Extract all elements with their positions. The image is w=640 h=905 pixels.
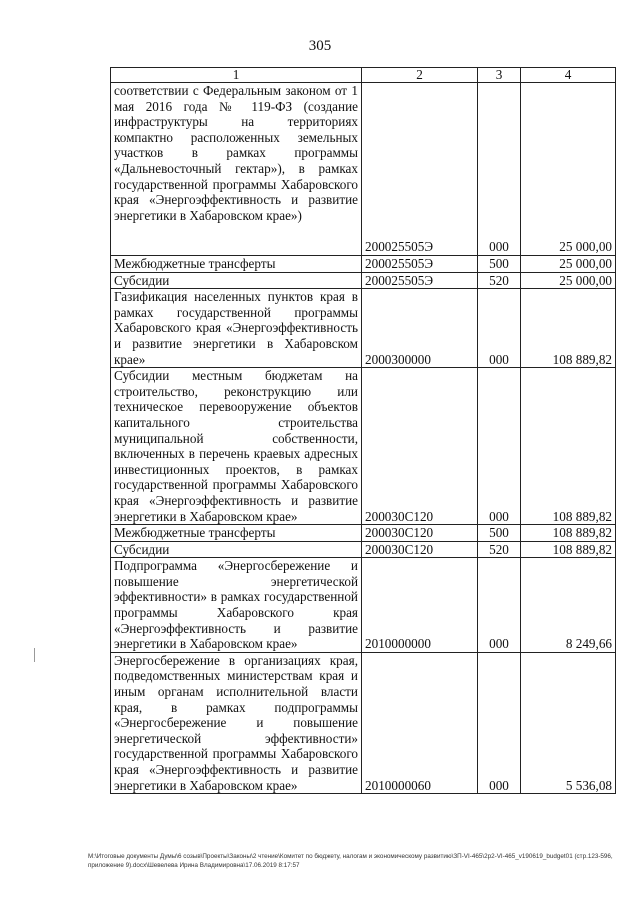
row-amount: 25 000,00 [521, 83, 616, 256]
row-amount: 108 889,82 [521, 289, 616, 368]
table-row [111, 368, 616, 525]
row-amount: 5 536,08 [521, 652, 616, 793]
row-description: Межбюджетные трансферты [111, 256, 362, 273]
row-description: Межбюджетные трансферты [111, 525, 362, 542]
table-row [111, 652, 616, 793]
row-expense-type: 000 [478, 368, 521, 525]
row-expense-type: 000 [478, 83, 521, 256]
row-expense-type: 000 [478, 652, 521, 793]
row-description: Газификация населенных пунктов края в рамках государственной программы Хабаровского края «Энергоэффективность и развитие энергетики в Хабаровском крае» [111, 289, 362, 368]
row-expense-type: 520 [478, 272, 521, 289]
column-header-2: 2 [362, 68, 478, 83]
row-target-code: 200025505Э [362, 256, 478, 273]
row-amount: 25 000,00 [521, 256, 616, 273]
row-expense-type: 000 [478, 558, 521, 653]
row-description: Подпрограмма «Энергосбережение и повышение энергетической эффективности» в рамках государственной программы Хабаровского края «Энергоэффективность и развитие энергетики в Хабаровском крае» [111, 558, 362, 653]
row-description: соответствии с Федеральным законом от 1 мая 2016 года № 119-ФЗ (создание инфраструктуры на территориях компактно расположенных земельных участков в рамках программы «Дальневосточный гектар»), в рамках государственной программы Хабаровского края «Энергоэффективность и развитие энергетики в Хабаровском крае») [111, 83, 362, 256]
budget-table [110, 67, 616, 794]
row-target-code: 2010000060 [362, 652, 478, 793]
row-expense-type: 500 [478, 256, 521, 273]
scan-artifact-mark [34, 648, 35, 662]
row-target-code: 2010000000 [362, 558, 478, 653]
table-row [111, 256, 616, 273]
column-header-4: 4 [521, 68, 616, 83]
row-target-code: 200030С120 [362, 368, 478, 525]
table-row [111, 541, 616, 558]
row-expense-type: 520 [478, 541, 521, 558]
row-target-code: 200030С120 [362, 525, 478, 542]
table-row [111, 558, 616, 653]
row-description: Субсидии [111, 541, 362, 558]
row-amount: 108 889,82 [521, 541, 616, 558]
row-amount: 108 889,82 [521, 368, 616, 525]
table-header-row [111, 68, 616, 83]
file-path-footer: М:\Итоговые документы Думы\6 созыв\Проекты\Законы\2 чтение\Комитет по бюджету, налогам и экономическому развитию\ЗП-VI-465\2р2-VI-465_v190619_budget01 (стр.123-596, приложение 9).docx\Шевелева Ирина Владимировна\17.06.2019 8:17:57 [88, 853, 613, 869]
row-target-code: 200030С120 [362, 541, 478, 558]
table-row [111, 83, 616, 256]
row-description: Субсидии местным бюджетам на строительство, реконструкцию или техническое перевооружение объектов капитального строительства муниципальной собственности, включенных в перечень краевых адресных инвестиционных проектов, в рамках государственной программы Хабаровского края «Энергоэффективность и развитие энергетики в Хабаровском крае» [111, 368, 362, 525]
row-target-code: 200025505Э [362, 272, 478, 289]
column-header-3: 3 [478, 68, 521, 83]
column-header-1: 1 [111, 68, 362, 83]
row-target-code: 200025505Э [362, 83, 478, 256]
table-row [111, 272, 616, 289]
table-row [111, 525, 616, 542]
page-number: 305 [308, 38, 332, 54]
row-description: Субсидии [111, 272, 362, 289]
row-expense-type: 000 [478, 289, 521, 368]
table-row [111, 289, 616, 368]
row-amount: 108 889,82 [521, 525, 616, 542]
row-amount: 8 249,66 [521, 558, 616, 653]
row-expense-type: 500 [478, 525, 521, 542]
row-target-code: 2000300000 [362, 289, 478, 368]
row-amount: 25 000,00 [521, 272, 616, 289]
row-description: Энергосбережение в организациях края, подведомственных министерствам края и иным органам исполнительной власти края, в рамках подпрограммы «Энергосбережение и повышение энергетической эффективности» государственной программы Хабаровского края «Энергоэффективность и развитие энергетики в Хабаровском крае» [111, 652, 362, 793]
